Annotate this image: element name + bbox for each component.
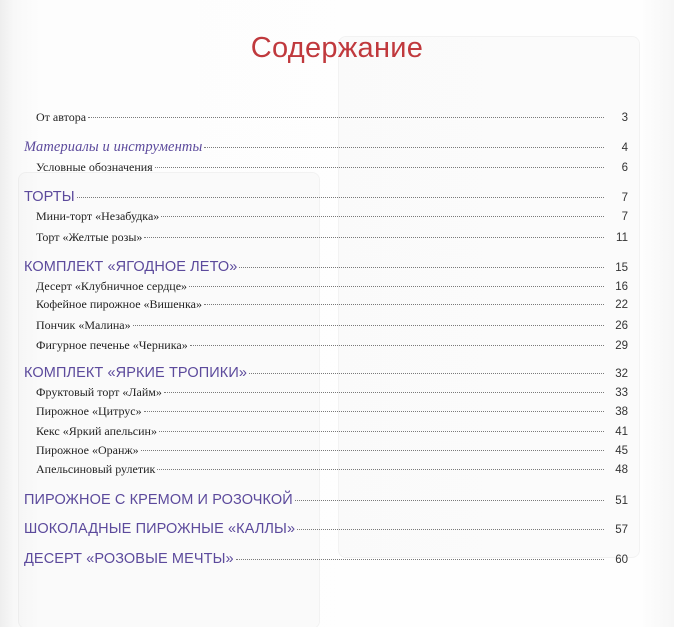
dot-leader xyxy=(155,167,604,168)
toc-entry-page: 33 xyxy=(615,387,628,399)
toc-entry-title: Пирожное «Оранж» xyxy=(36,443,139,457)
toc-entry xyxy=(0,110,674,125)
dot-leader xyxy=(204,304,604,305)
dot-leader xyxy=(297,529,604,530)
toc-entry-title: Мини-торт «Незабудка» xyxy=(36,209,160,223)
toc-entry-title: Фруктовый торт «Лайм» xyxy=(36,385,162,399)
toc-entry-page: 29 xyxy=(615,340,628,352)
dot-leader xyxy=(236,559,604,560)
toc-entry xyxy=(0,279,674,294)
toc-entry-page: 7 xyxy=(621,192,628,204)
dot-leader xyxy=(190,345,604,346)
toc-section xyxy=(0,189,674,205)
toc-section-title: КОМПЛЕКТ «ЯГОДНОЕ ЛЕТО» xyxy=(24,259,238,275)
toc-entry-page: 16 xyxy=(615,281,628,293)
dot-leader xyxy=(141,450,604,451)
toc-section xyxy=(0,521,674,537)
toc-section xyxy=(0,365,674,381)
toc-section-title: ДЕСЕРТ «РОЗОВЫЕ МЕЧТЫ» xyxy=(24,551,234,567)
dot-leader xyxy=(164,392,604,393)
toc-entry-page: 6 xyxy=(621,162,628,174)
toc-entry-page: 57 xyxy=(615,524,628,536)
toc-entry xyxy=(0,297,674,312)
toc-entry-title: Десерт «Клубничное сердце» xyxy=(36,279,188,293)
dot-leader xyxy=(157,469,604,470)
toc-entry-title: Фигурное печенье «Черника» xyxy=(36,338,188,352)
dot-leader xyxy=(189,286,604,287)
toc-entry xyxy=(0,385,674,400)
dot-leader xyxy=(295,500,604,501)
toc-entry-page: 26 xyxy=(615,320,628,332)
toc-entry-page: 11 xyxy=(616,232,628,244)
toc-entry xyxy=(0,404,674,419)
dot-leader xyxy=(77,197,604,198)
toc-entry xyxy=(0,230,674,245)
toc-entry-title: Торт «Желтые розы» xyxy=(36,230,143,244)
toc-entry xyxy=(0,424,674,439)
toc-entry-page: 4 xyxy=(621,142,628,154)
toc-entry xyxy=(0,338,674,353)
toc-section xyxy=(0,551,674,567)
toc-section-title: ШОКОЛАДНЫЕ ПИРОЖНЫЕ «КАЛЛЫ» xyxy=(24,521,296,537)
toc-entry-page: 15 xyxy=(615,262,628,274)
toc-entry-page: 41 xyxy=(615,426,628,438)
toc-entry-page: 45 xyxy=(615,445,628,457)
toc-entry-page: 38 xyxy=(615,406,628,418)
toc-entry-title: Кекс «Яркий апельсин» xyxy=(36,424,157,438)
toc-entry xyxy=(0,462,674,477)
toc-entry-title: Пончик «Малина» xyxy=(36,318,131,332)
dot-leader xyxy=(204,147,604,148)
toc-entry-title: От автора xyxy=(36,110,87,124)
toc-entry-page: 32 xyxy=(615,368,628,380)
toc-section-title: ТОРТЫ xyxy=(24,189,75,205)
toc-entry-page: 48 xyxy=(615,464,628,476)
toc-entry-title: Пирожное «Цитрус» xyxy=(36,404,142,418)
toc-section-title: ПИРОЖНОЕ С КРЕМОМ И РОЗОЧКОЙ xyxy=(24,492,293,508)
toc-entry xyxy=(0,160,674,175)
toc-entry-title: Условные обозначения xyxy=(36,160,153,174)
toc-entry-title: Апельсиновый рулетик xyxy=(36,462,156,476)
toc-entry-page: 22 xyxy=(615,299,628,311)
dot-leader xyxy=(133,325,604,326)
toc-entry-page: 3 xyxy=(621,112,628,124)
toc-section-title: Материалы и инструменты xyxy=(24,139,203,155)
toc-entry xyxy=(0,443,674,458)
page-title: Содержание xyxy=(250,32,424,64)
dot-leader xyxy=(239,267,604,268)
toc-section xyxy=(0,259,674,275)
toc-section xyxy=(0,139,674,156)
dot-leader xyxy=(88,117,604,118)
toc-section-title: КОМПЛЕКТ «ЯРКИЕ ТРОПИКИ» xyxy=(24,365,248,381)
toc-entry-page: 60 xyxy=(615,554,628,566)
dot-leader xyxy=(161,216,604,217)
dot-leader xyxy=(144,237,604,238)
toc-entry-page: 7 xyxy=(621,211,628,223)
dot-leader xyxy=(159,431,604,432)
toc-section xyxy=(0,492,674,508)
toc-entry xyxy=(0,209,674,224)
dot-leader xyxy=(249,373,604,374)
toc-entry-title: Кофейное пирожное «Вишенка» xyxy=(36,297,202,311)
dot-leader xyxy=(144,411,604,412)
toc-entry-page: 51 xyxy=(615,495,628,507)
toc-entry xyxy=(0,318,674,333)
